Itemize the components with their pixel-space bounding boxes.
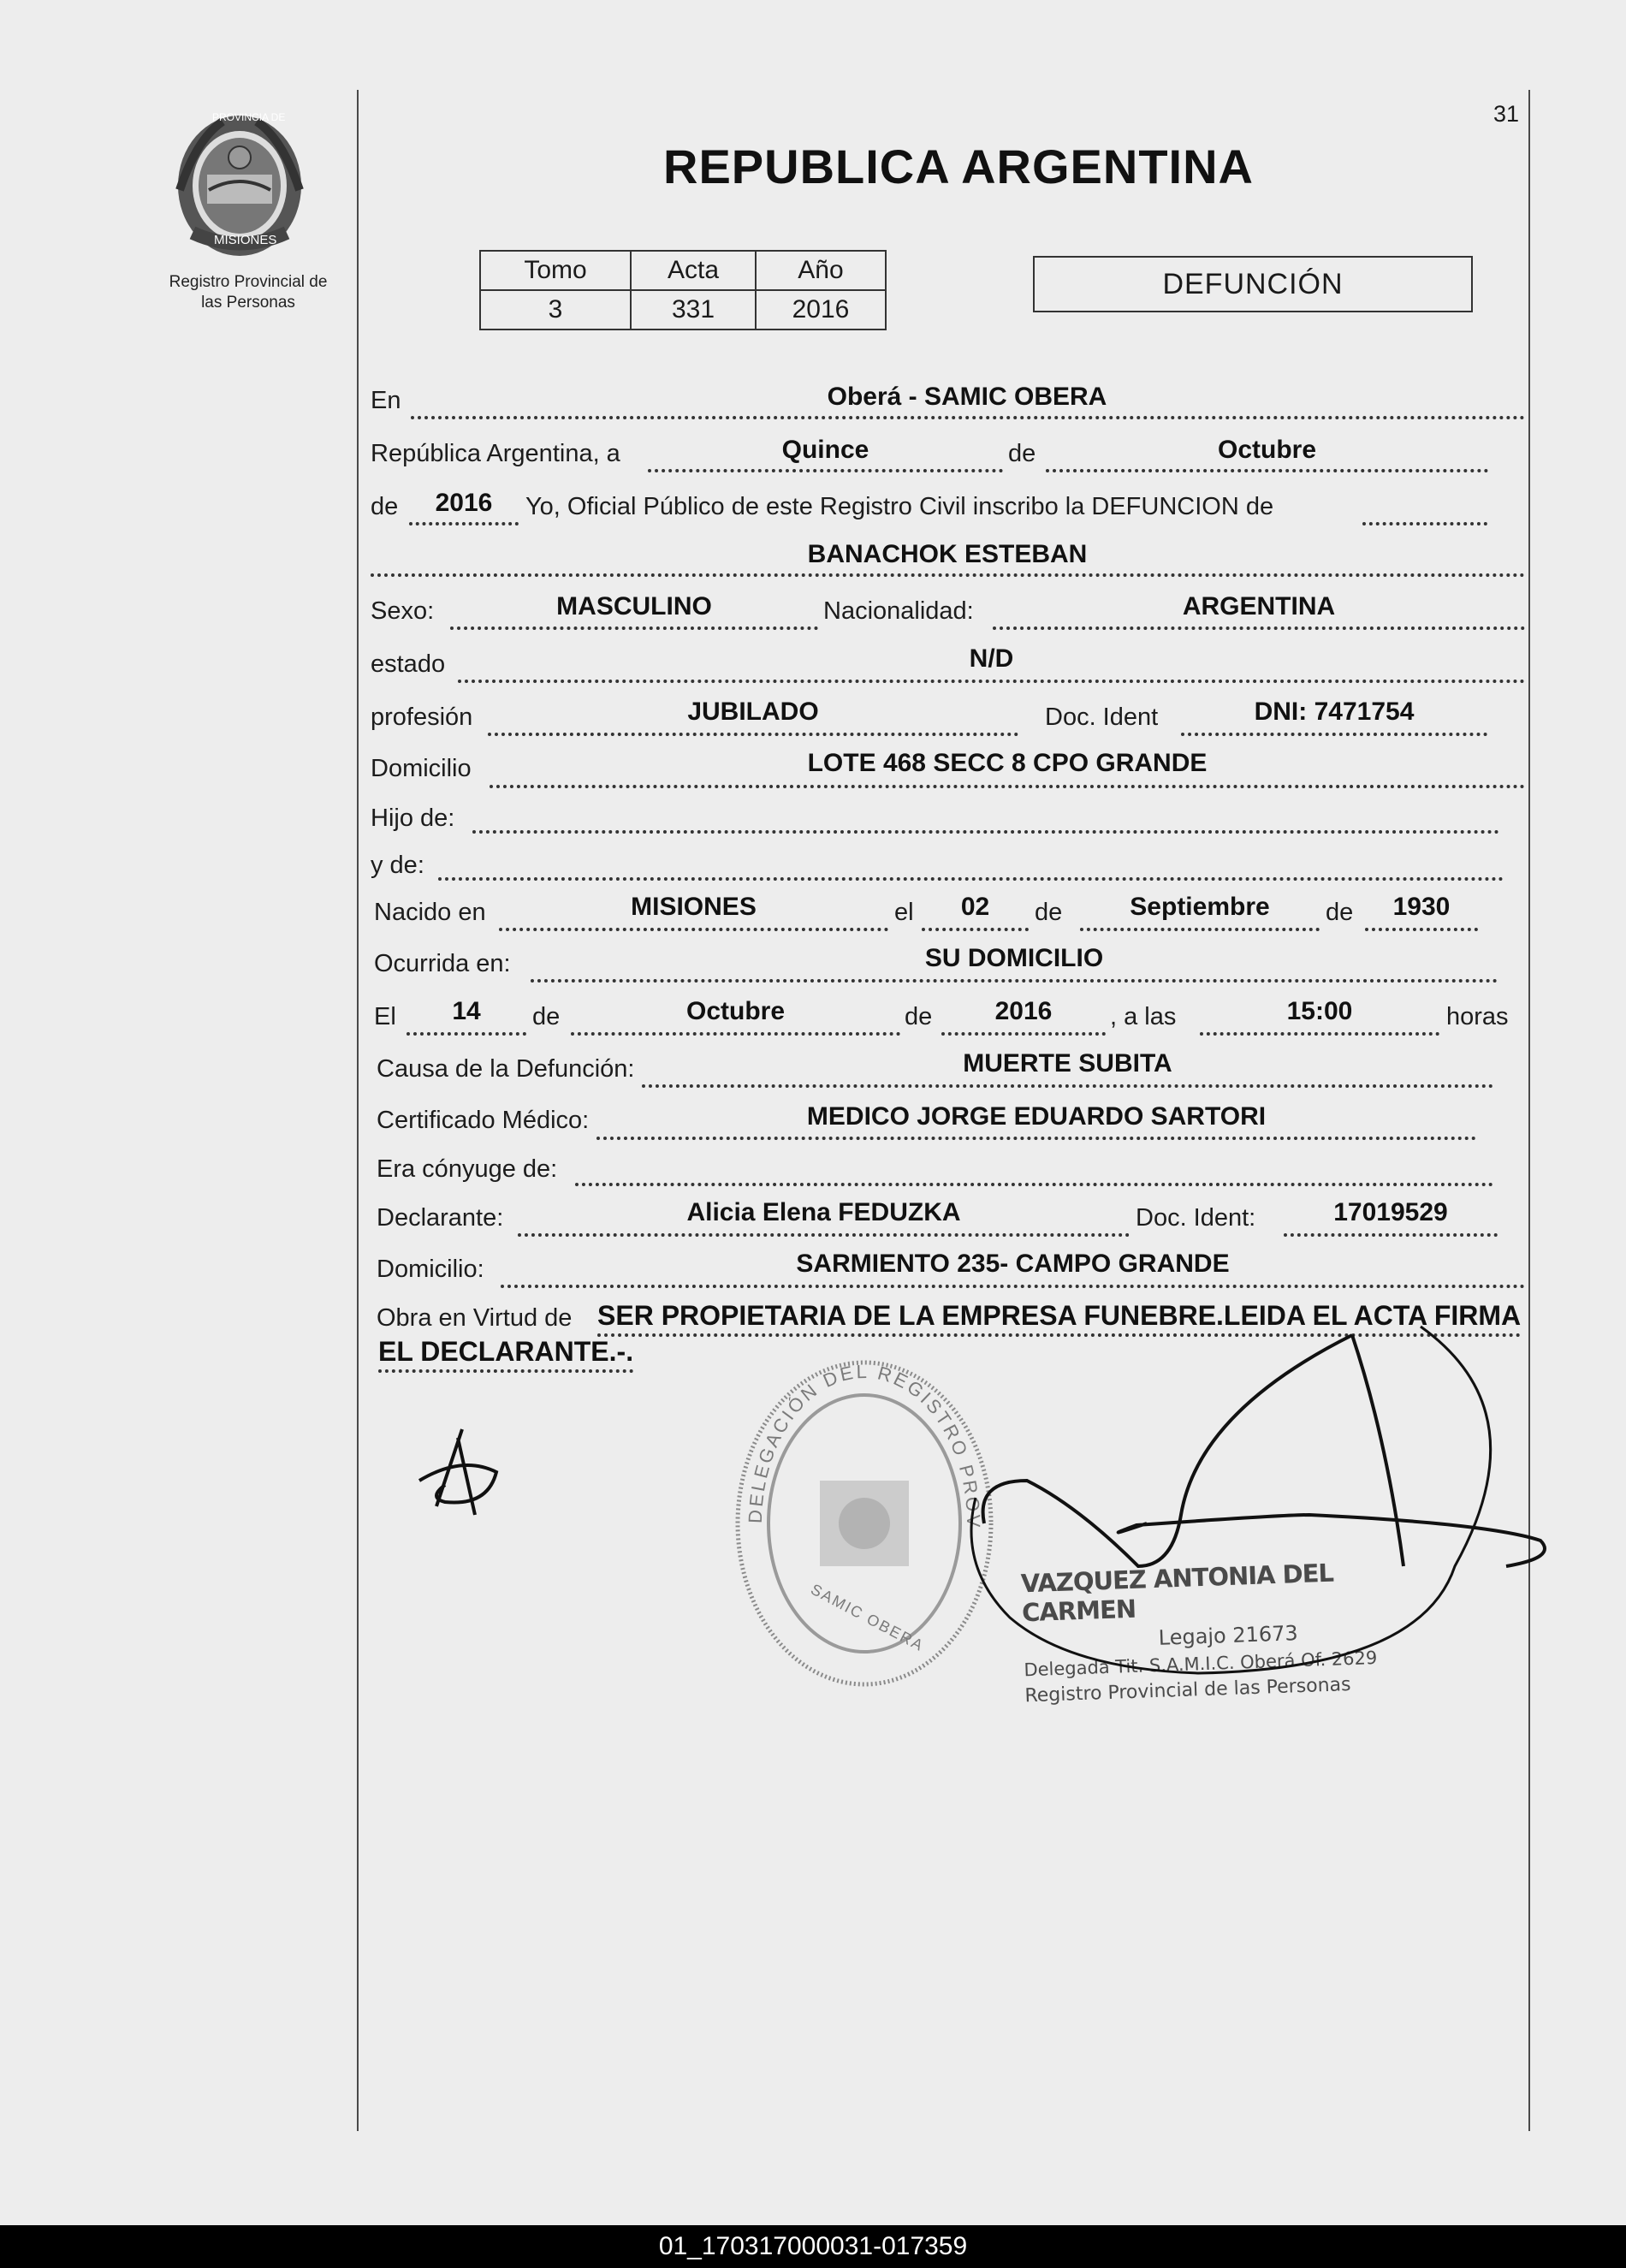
year-line xyxy=(409,522,519,525)
value-acta: 331 xyxy=(631,290,756,330)
conyuge-line xyxy=(575,1183,1493,1186)
a-las-label: , a las xyxy=(1110,1003,1177,1030)
round-seal-text: DELEGACIÓN DEL REGISTRO PROV xyxy=(744,1360,985,1530)
de5-label: de xyxy=(532,1003,561,1030)
ocurrida-line xyxy=(531,979,1498,983)
doc-line xyxy=(1181,733,1487,736)
birth-year-line xyxy=(1365,928,1478,931)
birth-month-line xyxy=(1080,928,1320,931)
de6-label: de xyxy=(905,1003,933,1030)
header-acta: Acta xyxy=(631,251,756,290)
nacionalidad-label: Nacionalidad: xyxy=(823,597,974,625)
domicilio2-value: SARMIENTO 235- CAMPO GRANDE xyxy=(796,1250,1230,1278)
y-de-label: y de: xyxy=(371,852,424,879)
profesion-line xyxy=(488,733,1018,736)
doc2-label: Doc. Ident: xyxy=(1136,1204,1256,1232)
domicilio-label: Domicilio xyxy=(371,755,472,782)
certificado-value: MEDICO JORGE EDUARDO SARTORI xyxy=(806,1102,1267,1131)
de4-label: de xyxy=(1326,899,1354,926)
el-label: el xyxy=(894,899,914,926)
death-year-line xyxy=(941,1032,1106,1036)
stamp-registro: Registro Provincial de las Personas xyxy=(1024,1674,1351,1707)
declarante-label: Declarante: xyxy=(377,1204,504,1232)
value-tomo: 3 xyxy=(480,290,631,330)
round-seal-inner: SAMIC OBERA xyxy=(808,1580,928,1655)
nacido-line xyxy=(499,928,888,931)
doc2-value: 17019529 xyxy=(1333,1198,1448,1226)
domicilio-line xyxy=(490,785,1525,788)
stamp-legajo: Legajo 21673 xyxy=(1158,1621,1299,1650)
record-table xyxy=(479,250,887,330)
conyuge-label: Era cónyuge de: xyxy=(377,1155,558,1183)
birth-month: Septiembre xyxy=(1130,893,1270,921)
estado-label: estado xyxy=(371,650,446,678)
hijo-line xyxy=(472,830,1499,834)
sexo-label: Sexo: xyxy=(371,597,435,625)
birth-year: 1930 xyxy=(1392,893,1451,921)
doc-value: DNI: 7471754 xyxy=(1254,698,1415,726)
coat-of-arms-logo xyxy=(171,104,308,258)
oficial-text: Yo, Oficial Público de este Registro Civil inscribo la DEFUNCION de xyxy=(525,493,1274,520)
death-time-line xyxy=(1200,1032,1439,1036)
birth-day: 02 xyxy=(960,893,990,921)
sexo-value: MASCULINO xyxy=(556,592,712,620)
death-day: 14 xyxy=(452,997,481,1025)
nacionalidad-value: ARGENTINA xyxy=(1182,592,1336,620)
day-line xyxy=(648,469,1003,472)
causa-label: Causa de la Defunción: xyxy=(377,1055,635,1083)
month-line xyxy=(1046,469,1488,472)
record-table-values xyxy=(480,290,886,330)
record-type-box: DEFUNCIÓN xyxy=(1033,256,1473,312)
death-month-line xyxy=(571,1032,900,1036)
certificado-line xyxy=(596,1137,1476,1140)
certificado-label: Certificado Médico: xyxy=(377,1107,590,1134)
death-year: 2016 xyxy=(994,997,1053,1025)
doc2-line xyxy=(1284,1233,1498,1237)
de3-label: de xyxy=(1035,899,1063,926)
en-line xyxy=(411,416,1525,419)
causa-value: MUERTE SUBITA xyxy=(963,1049,1172,1078)
death-day-line xyxy=(406,1032,526,1036)
page-number: 31 xyxy=(1493,101,1520,127)
obra-value-line2: EL DECLARANTE.-. xyxy=(378,1336,633,1373)
value-anio: 2016 xyxy=(756,290,886,330)
page-title: REPUBLICA ARGENTINA xyxy=(663,140,1254,193)
header-tomo: Tomo xyxy=(480,251,631,290)
hijo-label: Hijo de: xyxy=(371,804,455,832)
nacido-label: Nacido en xyxy=(374,899,486,926)
stamp-cargo: Delegada Tit. S.A.M.I.C. Oberá Of. 2629 xyxy=(1024,1647,1378,1681)
seal-text-top: PROVINCIA DE xyxy=(212,111,286,123)
el2-label: El xyxy=(374,1003,396,1030)
declarante-line xyxy=(518,1233,1130,1237)
obra-label: Obra en Virtud de xyxy=(377,1304,573,1332)
profesion-value: JUBILADO xyxy=(687,698,819,726)
nacionalidad-line xyxy=(993,626,1525,630)
estado-line xyxy=(458,680,1525,683)
record-table-header xyxy=(480,251,886,290)
deceased-name: BANACHOK ESTEBAN xyxy=(807,540,1088,568)
ocurrida-label: Ocurrida en: xyxy=(374,950,511,977)
header-anio: Año xyxy=(756,251,886,290)
estado-value: N/D xyxy=(969,644,1014,673)
year-value: 2016 xyxy=(435,489,493,517)
day-value: Quince xyxy=(781,436,869,464)
nacido-value: MISIONES xyxy=(631,893,757,921)
en-value: Oberá - SAMIC OBERA xyxy=(827,383,1107,411)
death-month: Octubre xyxy=(685,997,786,1025)
logo-caption-line1: Registro Provincial de xyxy=(169,273,328,291)
doc-label: Doc. Ident xyxy=(1045,704,1159,731)
barcode-footer: 01_170317000031-017359 xyxy=(0,2225,1626,2268)
domicilio2-line xyxy=(501,1285,1525,1288)
profesion-label: profesión xyxy=(371,704,473,731)
de2-label: de xyxy=(371,493,399,520)
y-de-line xyxy=(438,877,1504,881)
right-margin-line xyxy=(1528,90,1530,2131)
stamp-name: VAZQUEZ ANTONIA DEL CARMEN xyxy=(1020,1558,1334,1628)
logo-caption-line2: las Personas xyxy=(201,294,295,312)
de-label: de xyxy=(1008,440,1036,467)
en-label: En xyxy=(371,387,401,414)
causa-line xyxy=(642,1084,1493,1088)
domicilio-value: LOTE 468 SECC 8 CPO GRANDE xyxy=(807,749,1208,777)
death-time: 15:00 xyxy=(1286,997,1353,1025)
sexo-line xyxy=(450,626,818,630)
declarante-value: Alicia Elena FEDUZKA xyxy=(686,1198,961,1226)
domicilio2-label: Domicilio: xyxy=(377,1256,484,1283)
name-line xyxy=(371,573,1525,577)
ocurrida-value: SU DOMICILIO xyxy=(924,944,1104,972)
month-value: Octubre xyxy=(1217,436,1317,464)
declarant-signature xyxy=(411,1421,522,1523)
official-signature xyxy=(941,1309,1558,1720)
oficial-trailing-line xyxy=(1362,522,1487,525)
republica-label: República Argentina, a xyxy=(371,440,620,467)
birth-day-line xyxy=(922,928,1029,931)
logo-caption xyxy=(137,272,359,313)
left-margin-line xyxy=(357,90,359,2131)
obra-value-line1: SER PROPIETARIA DE LA EMPRESA FUNEBRE.LEIDA EL ACTA FIRMA xyxy=(597,1300,1521,1337)
seal-text-bottom: MISIONES xyxy=(214,233,277,247)
horas-label: horas xyxy=(1446,1003,1509,1030)
